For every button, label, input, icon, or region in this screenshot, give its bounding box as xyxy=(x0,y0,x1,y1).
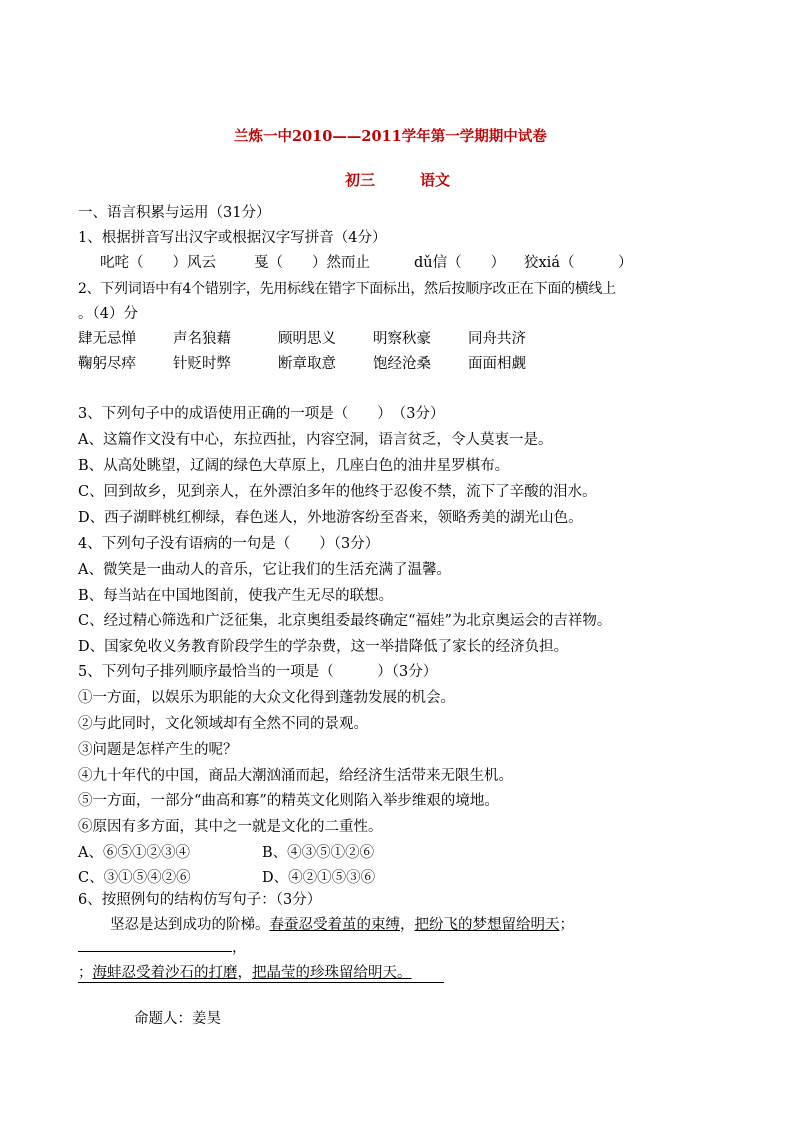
q6-line3 xyxy=(78,964,412,982)
q6-example-head: 坚忍是达到成功的阶梯。 xyxy=(110,917,270,933)
q3-option: B、从高处眺望，辽阔的绿色大草原上，几座白色的油井星罗棋布。 xyxy=(78,458,510,474)
q6-example-end: ； xyxy=(559,917,574,933)
q6-blank-end: ， xyxy=(232,940,247,956)
q6-line3-b: 把晶莹的珍珠留给明天。 xyxy=(252,965,412,981)
q5-option: A、⑥⑤①②③④ xyxy=(78,845,190,861)
q6-example xyxy=(110,916,574,934)
q2-prompt-cont: 。（4）分 xyxy=(78,306,138,322)
q2-word: 同舟共济 xyxy=(468,331,526,347)
q5-sentence: ②与此同时，文化领域却有全然不同的景观。 xyxy=(78,716,368,732)
q4-option: A、微笑是一曲动人的音乐，它让我们的生活充满了温馨。 xyxy=(78,562,451,578)
q2-word: 针贬时弊 xyxy=(173,356,231,372)
q3-option: D、西子湖畔桃红柳绿，春色迷人，外地游客纷至沓来，领略秀美的湖光山色。 xyxy=(78,510,583,526)
q4-option: D、国家免收义务教育阶段学生的学杂费，这一举措降低了家长的经济负担。 xyxy=(78,639,569,655)
q5-sentence: ①一方面，以娱乐为职能的大众文化得到蓬勃发展的机会。 xyxy=(78,690,455,706)
q5-sentence: ⑤一方面，一部分“曲高和寡”的精英文化则陷入举步维艰的境地。 xyxy=(78,793,499,809)
q2-word: 断章取意 xyxy=(278,356,336,372)
q6-line3-rule xyxy=(78,982,444,983)
q2-word: 明察秋豪 xyxy=(373,331,431,347)
exam-title: 兰炼一中2010——2011学年第一学期期中试卷 xyxy=(234,128,547,145)
q6-line3-a: 海蚌忍受着沙石的打磨 xyxy=(92,965,238,981)
q6-line3-mid: ， xyxy=(237,965,252,981)
q2-word: 顾明思义 xyxy=(278,331,336,347)
q2-word: 肆无忌惮 xyxy=(78,331,136,347)
q6-example-mid: ， xyxy=(400,917,415,933)
q6-example-a: 春蚕忍受着茧的束缚 xyxy=(269,917,400,933)
q6-prompt: 6、按照例句的结构仿写句子：（3分） xyxy=(78,892,322,908)
q6-blank-line xyxy=(78,939,247,957)
q1-item: 戛（ ）然而止 xyxy=(254,255,370,271)
q1-item: 叱咤（ ）风云 xyxy=(100,255,216,271)
q3-prompt: 3、下列句子中的成语使用正确的一项是（ ） （3分） xyxy=(78,406,445,422)
q1-item: dǔ信（ ） xyxy=(414,255,506,271)
q5-option: B、④③⑤①②⑥ xyxy=(262,845,375,861)
q1-item: 狡xiá（ ） xyxy=(524,255,633,271)
q2-word: 声名狼藉 xyxy=(173,331,231,347)
q6-line3-head: ； xyxy=(78,965,93,981)
grade-label: 初三 xyxy=(345,171,376,189)
q3-option: C、回到故乡，见到亲人，在外漂泊多年的他终于忍俊不禁，流下了辛酸的泪水。 xyxy=(78,484,597,500)
q6-example-b: 把纷飞的梦想留给明天 xyxy=(414,917,560,933)
section-heading: 一、语言积累与运用（31分） xyxy=(78,205,271,221)
q5-option: C、③①⑤④②⑥ xyxy=(78,870,191,886)
answer-blank xyxy=(78,939,232,952)
q5-option: D、④②①⑤③⑥ xyxy=(262,870,376,886)
q5-sentence: ③问题是怎样产生的呢？ xyxy=(78,742,238,758)
subject-label: 语文 xyxy=(420,171,451,189)
q5-sentence: ④九十年代的中国，商品大潮汹涌而起，给经济生活带来无限生机。 xyxy=(78,768,513,784)
author-line: 命题人：姜昊 xyxy=(134,1011,221,1027)
q2-prompt: 2、下列词语中有4个错别字，先用标线在错字下面标出，然后按顺序改正在下面的横线上 xyxy=(78,281,616,297)
q5-sentence: ⑥原因有多方面，其中之一就是文化的二重性。 xyxy=(78,819,383,835)
q3-option: A、这篇作文没有中心，东拉西扯，内容空洞，语言贫乏，令人莫衷一是。 xyxy=(78,432,553,448)
q1-prompt: 1、根据拼音写出汉字或根据汉字写拼音（4分） xyxy=(78,230,387,246)
q5-prompt: 5、下列句子排列顺序最恰当的一项是（ ）（3分） xyxy=(78,664,438,680)
q4-option: C、经过精心筛选和广泛征集，北京奥组委最终确定“福娃”为北京奥运会的吉祥物。 xyxy=(78,613,612,629)
q4-prompt: 4、下列句子没有语病的一句是（ ）（3分） xyxy=(78,536,380,552)
q4-option: B、每当站在中国地图前，使我产生无尽的联想。 xyxy=(78,588,394,604)
q2-word: 鞠躬尽瘁 xyxy=(78,356,136,372)
q2-word: 饱经沧桑 xyxy=(373,356,431,372)
q2-word: 面面相觑 xyxy=(468,356,526,372)
